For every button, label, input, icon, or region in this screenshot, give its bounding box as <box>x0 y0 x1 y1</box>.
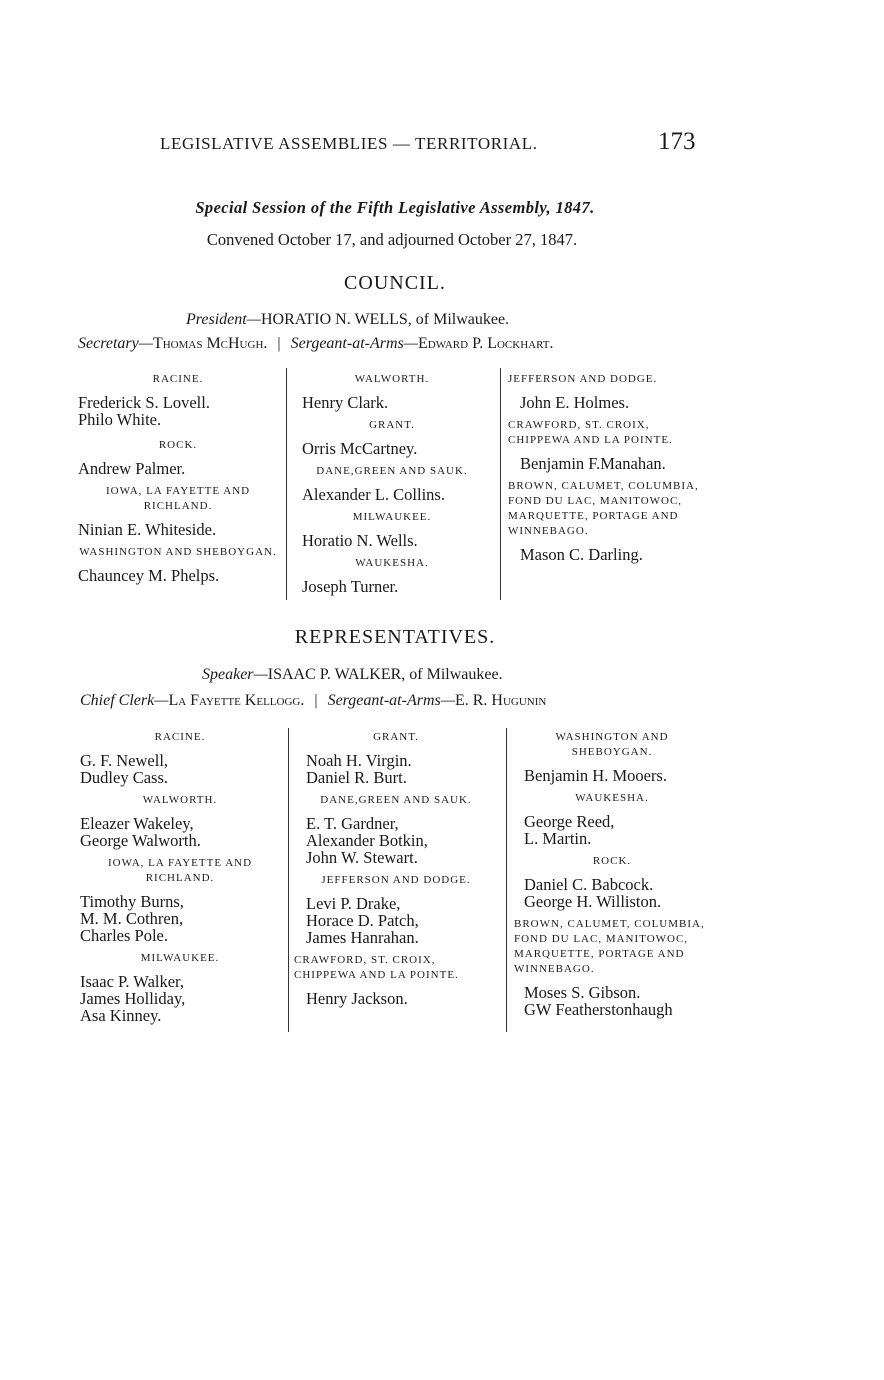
reps-column-rule-2 <box>506 728 507 1032</box>
member-name: Levi P. Drake, <box>306 894 401 913</box>
member-name: Joseph Turner. <box>302 577 399 596</box>
member-name: Henry Jackson. <box>306 989 408 1008</box>
session-title: Special Session of the Fifth Legislative Assembly, 1847. <box>195 198 595 217</box>
county-heading: ROCK. <box>592 855 632 867</box>
member-name: Asa Kinney. <box>80 1006 162 1025</box>
secretary-label: Secretary— <box>78 335 153 352</box>
member-name: George Walworth. <box>80 831 201 850</box>
council-column-2 <box>292 372 492 595</box>
reps-column-rule-1 <box>288 728 289 1032</box>
council-heading: COUNCIL. <box>344 272 446 294</box>
reps-column-2 <box>294 730 498 1007</box>
member-name: Alexander L. Collins. <box>302 485 445 504</box>
county-heading: WAUKESHA. <box>355 557 429 569</box>
member-name: Horace D. Patch, <box>306 911 419 930</box>
secretary-name: Thomas McHugh. <box>152 335 268 352</box>
member-name: James Holliday, <box>80 989 186 1008</box>
member-name: Eleazer Wakeley, <box>80 814 194 833</box>
member-name: Mason C. Darling. <box>520 545 643 564</box>
member-name: Isaac P. Walker, <box>80 972 185 991</box>
member-name: Orris McCartney. <box>302 439 418 458</box>
member-name: Moses S. Gibson. <box>524 983 641 1002</box>
council-column-1 <box>78 372 278 584</box>
member-name: Philo White. <box>78 410 162 429</box>
member-name: Dudley Cass. <box>80 768 168 787</box>
speaker-name: ISAAC P. WALKER, of Milwaukee. <box>267 666 503 683</box>
council-column-3 <box>508 372 704 563</box>
running-title: LEGISLATIVE ASSEMBLIES — TERRITORIAL. <box>160 134 538 153</box>
county-heading: CRAWFORD, ST. CROIX, CHIPPEWA AND LA POINTE. <box>508 419 673 446</box>
member-name: Horatio N. Wells. <box>302 531 418 550</box>
county-heading: IOWA, LA FAYETTE AND RICHLAND. <box>107 857 253 884</box>
page-number: 173 <box>658 128 696 155</box>
council-column-rule-1 <box>286 368 287 600</box>
clerk-label: Chief Clerk— <box>80 692 169 709</box>
county-heading: GRANT. <box>373 731 419 743</box>
member-name: Henry Clark. <box>302 393 389 412</box>
member-name: Noah H. Virgin. <box>306 751 412 770</box>
member-name: E. T. Gardner, <box>306 814 399 833</box>
reps-column-1 <box>80 730 280 1024</box>
member-name: M. M. Cothren, <box>80 909 184 928</box>
member-name: Andrew Palmer. <box>78 459 186 478</box>
county-heading: RACINE. <box>152 373 204 385</box>
member-name: Chauncey M. Phelps. <box>78 566 220 585</box>
member-name: George H. Williston. <box>524 892 662 911</box>
sergeant-label: Sergeant-at-Arms— <box>327 692 455 709</box>
county-heading: WAUKESHA. <box>575 792 649 804</box>
county-heading: RACINE. <box>154 731 206 743</box>
county-heading: WASHINGTON AND SHEBOYGAN. <box>79 546 277 558</box>
speaker-label: Speaker— <box>202 666 268 683</box>
member-name: Timothy Burns, <box>80 892 184 911</box>
county-heading: BROWN, CALUMET, COLUMBIA, FOND DU LAC, MANITOWOC, MARQUETTE, PORTAGE AND WINNEBAGO. <box>514 918 705 975</box>
member-name: Ninian E. Whiteside. <box>78 520 217 539</box>
speaker-line <box>202 666 503 684</box>
president-name: HORATIO N. WELLS, of Milwaukee. <box>260 311 510 328</box>
member-name: Daniel R. Burt. <box>306 768 407 787</box>
county-heading: WASHINGTON AND SHEBOYGAN. <box>555 731 669 758</box>
county-heading: ROCK. <box>158 439 198 451</box>
convened-line: Convened October 17, and adjourned October 27, 1847. <box>206 230 578 249</box>
clerk-name: La Fayette Kellogg. <box>168 692 305 709</box>
county-heading: MILWAUKEE. <box>352 511 432 523</box>
county-heading: MILWAUKEE. <box>140 952 220 964</box>
county-heading: JEFFERSON AND DODGE. <box>321 874 471 886</box>
county-heading: WALWORTH. <box>142 794 218 806</box>
sergeant-label: Sergeant-at-Arms— <box>290 335 418 352</box>
member-name: Charles Pole. <box>80 926 168 945</box>
county-heading: CRAWFORD, ST. CROIX, CHIPPEWA AND LA POINTE. <box>294 954 459 981</box>
member-name: George Reed, <box>524 812 615 831</box>
county-heading: DANE,GREEN AND SAUK. <box>316 465 468 477</box>
member-name: James Hanrahan. <box>306 928 419 947</box>
sergeant-name: Edward P. Lockhart. <box>417 335 554 352</box>
county-heading: WALWORTH. <box>354 373 430 385</box>
council-column-rule-2 <box>500 368 501 600</box>
member-name: John E. Holmes. <box>520 393 630 412</box>
president-label: President— <box>186 311 261 328</box>
council-officers-line <box>78 335 554 353</box>
member-name: Benjamin H. Mooers. <box>524 766 667 785</box>
representatives-officers-line <box>80 692 546 710</box>
member-name: G. F. Newell, <box>80 751 169 770</box>
council-president-line <box>186 311 509 329</box>
officer-divider: | <box>277 335 281 352</box>
sergeant-name: E. R. Hugunin <box>454 692 547 709</box>
county-heading: GRANT. <box>369 419 415 431</box>
member-name: Benjamin F.Manahan. <box>520 454 666 473</box>
representatives-heading: REPRESENTATIVES. <box>294 626 496 648</box>
member-name: John W. Stewart. <box>306 848 418 867</box>
reps-column-3 <box>514 730 710 1018</box>
county-heading: IOWA, LA FAYETTE AND RICHLAND. <box>105 485 251 512</box>
member-name: Alexander Botkin, <box>306 831 428 850</box>
county-heading: JEFFERSON AND DODGE. <box>508 373 658 385</box>
member-name: L. Martin. <box>524 829 592 848</box>
member-name: Daniel C. Babcock. <box>524 875 654 894</box>
county-heading: BROWN, CALUMET, COLUMBIA, FOND DU LAC, MANITOWOC, MARQUETTE, PORTAGE AND WINNEBAGO. <box>508 480 699 537</box>
officer-divider: | <box>314 692 318 709</box>
county-heading: DANE,GREEN AND SAUK. <box>320 794 472 806</box>
member-name: GW Featherstonhaugh <box>524 1000 673 1019</box>
member-name: Frederick S. Lovell. <box>78 393 210 412</box>
